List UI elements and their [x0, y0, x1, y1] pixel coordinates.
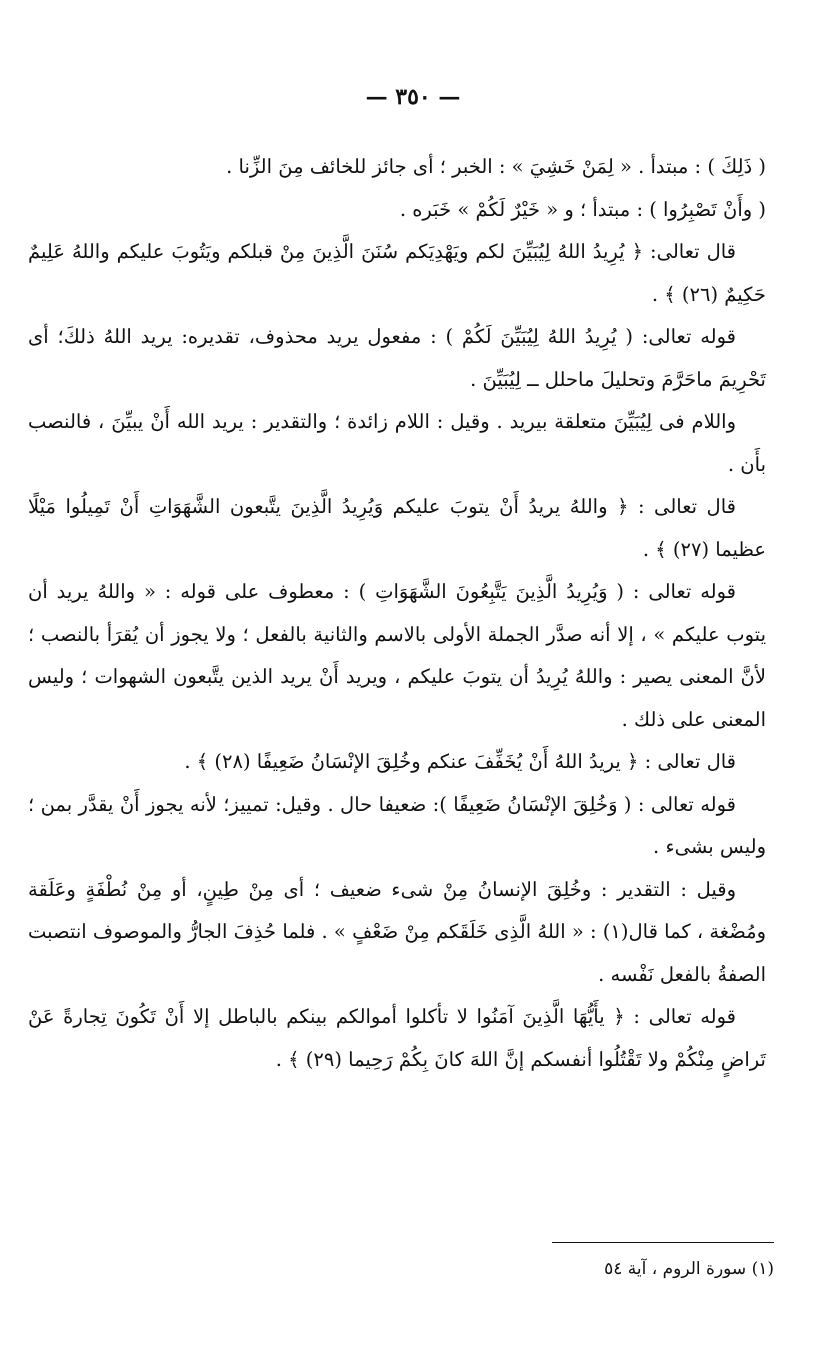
paragraph: ( وأَنْ تَصْبِرُوا ) : مبتدأ ؛ و « خَيْرٌ لَكُمْ » خَبَره .: [399, 197, 766, 221]
footnote-divider: [552, 1242, 774, 1243]
page-number: — ٣٥٠ —: [365, 84, 461, 110]
footnote: (١) سورة الروم ، آية ٥٤: [604, 1259, 774, 1279]
paragraph: قوله تعالى : ( وَيُرِيدُ الَّذِينَ يَتَّبِعُونَ الشَّهَوَاتِ ) : معطوف على قوله : « واللهُ يريد أن يتوب عليكم » ، إلا أنه صدَّر الجملة الأولى بالاسم والثانية بالفعل ؛ ولا يجوز أن يُقرَأ بالنصب ؛ لأنَّ المعنى يصير : واللهُ يُرِيدُ أن يتوبَ عليكم ، ويريد أَنْ يريد الذين يتَّبعون الشهوات ؛ وليس المعنى على ذلك .: [28, 580, 766, 731]
page-body: [28, 146, 766, 1081]
paragraph: قال تعالى : ﴿ واللهُ يريدُ أَنْ يتوبَ عليكم وَيُرِيدُ الَّذِينَ يتَّبعون الشَّهَوَاتِ أَنْ تَمِيلُوا مَيْلًا عظيما (٢٧) ﴾ .: [28, 495, 766, 561]
paragraph: قال تعالى: ﴿ يُرِيدُ اللهُ لِيُبَيِّنَ لكم ويَهْدِيَكم سُنَنَ الَّذِينَ مِنْ قبلكم ويَتُوبَ عليكم واللهُ عَلِيمٌ حَكِيمٌ (٢٦) ﴾ .: [28, 240, 766, 306]
paragraph: قوله تعالى : ﴿ يأَيُّهَا الَّذِينَ آمَنُوا لا تأكلوا أموالكم بينكم بالباطل إلا أَنْ تَكُونَ تِجارةً عَنْ تَراضٍ مِنْكُمْ ولا تَقْتُلُوا أنفسكم إنَّ اللهَ كانَ بِكُمْ رَحِيما (٢٩) ﴾ .: [28, 1005, 766, 1071]
paragraph: قوله تعالى: ( يُرِيدُ اللهُ لِيُبَيِّنَ لَكُمْ ) : مفعول يريد محذوف، تقديره: يريد اللهُ ذلكَ؛ أى تَحْرِيمَ ماحَرَّمَ وتحليلَ ماحلل ــ لِيُبَيِّنَ .: [28, 325, 766, 391]
paragraph: وقيل : التقدير : وخُلِقَ الإنسانُ مِنْ شىء ضعيف ؛ أى مِنْ طِينٍ، أو مِنْ نُطْفَةٍ وعَلَقة ومُضْغة ، كما قال(١) : « اللهُ الَّذِى خَلَقَكم مِنْ ضَعْفٍ » . فلما حُذِفَ الجارُّ والموصوف انتصبت الصفةُ بالفعل نَفْسه .: [28, 877, 766, 986]
paragraph: واللام فى لِيُبَيِّنَ متعلقة بيريد . وقيل : اللام زائدة ؛ والتقدير : يريد الله أَنْ يبيِّنَ ، فالنصب بأَن .: [28, 410, 766, 476]
paragraph: قوله تعالى : ( وَخُلِقَ الإنْسَانُ ضَعِيفًا ): ضعيفا حال . وقيل: تمييز؛ لأنه يجوز أَنْ يقدَّر بمن ؛ وليس بشىء .: [28, 792, 766, 858]
paragraph: ( ذَلِكَ ) : مبتدأ . « لِمَنْ خَشِيَ » : الخبر ؛ أى جائز للخائف مِنَ الزِّنا .: [226, 155, 766, 178]
paragraph: قال تعالى : ﴿ يريدُ اللهُ أَنْ يُخَفِّفَ عنكم وخُلِقَ الإنْسَانُ ضَعِيفًا (٢٨) ﴾ .: [184, 750, 736, 773]
